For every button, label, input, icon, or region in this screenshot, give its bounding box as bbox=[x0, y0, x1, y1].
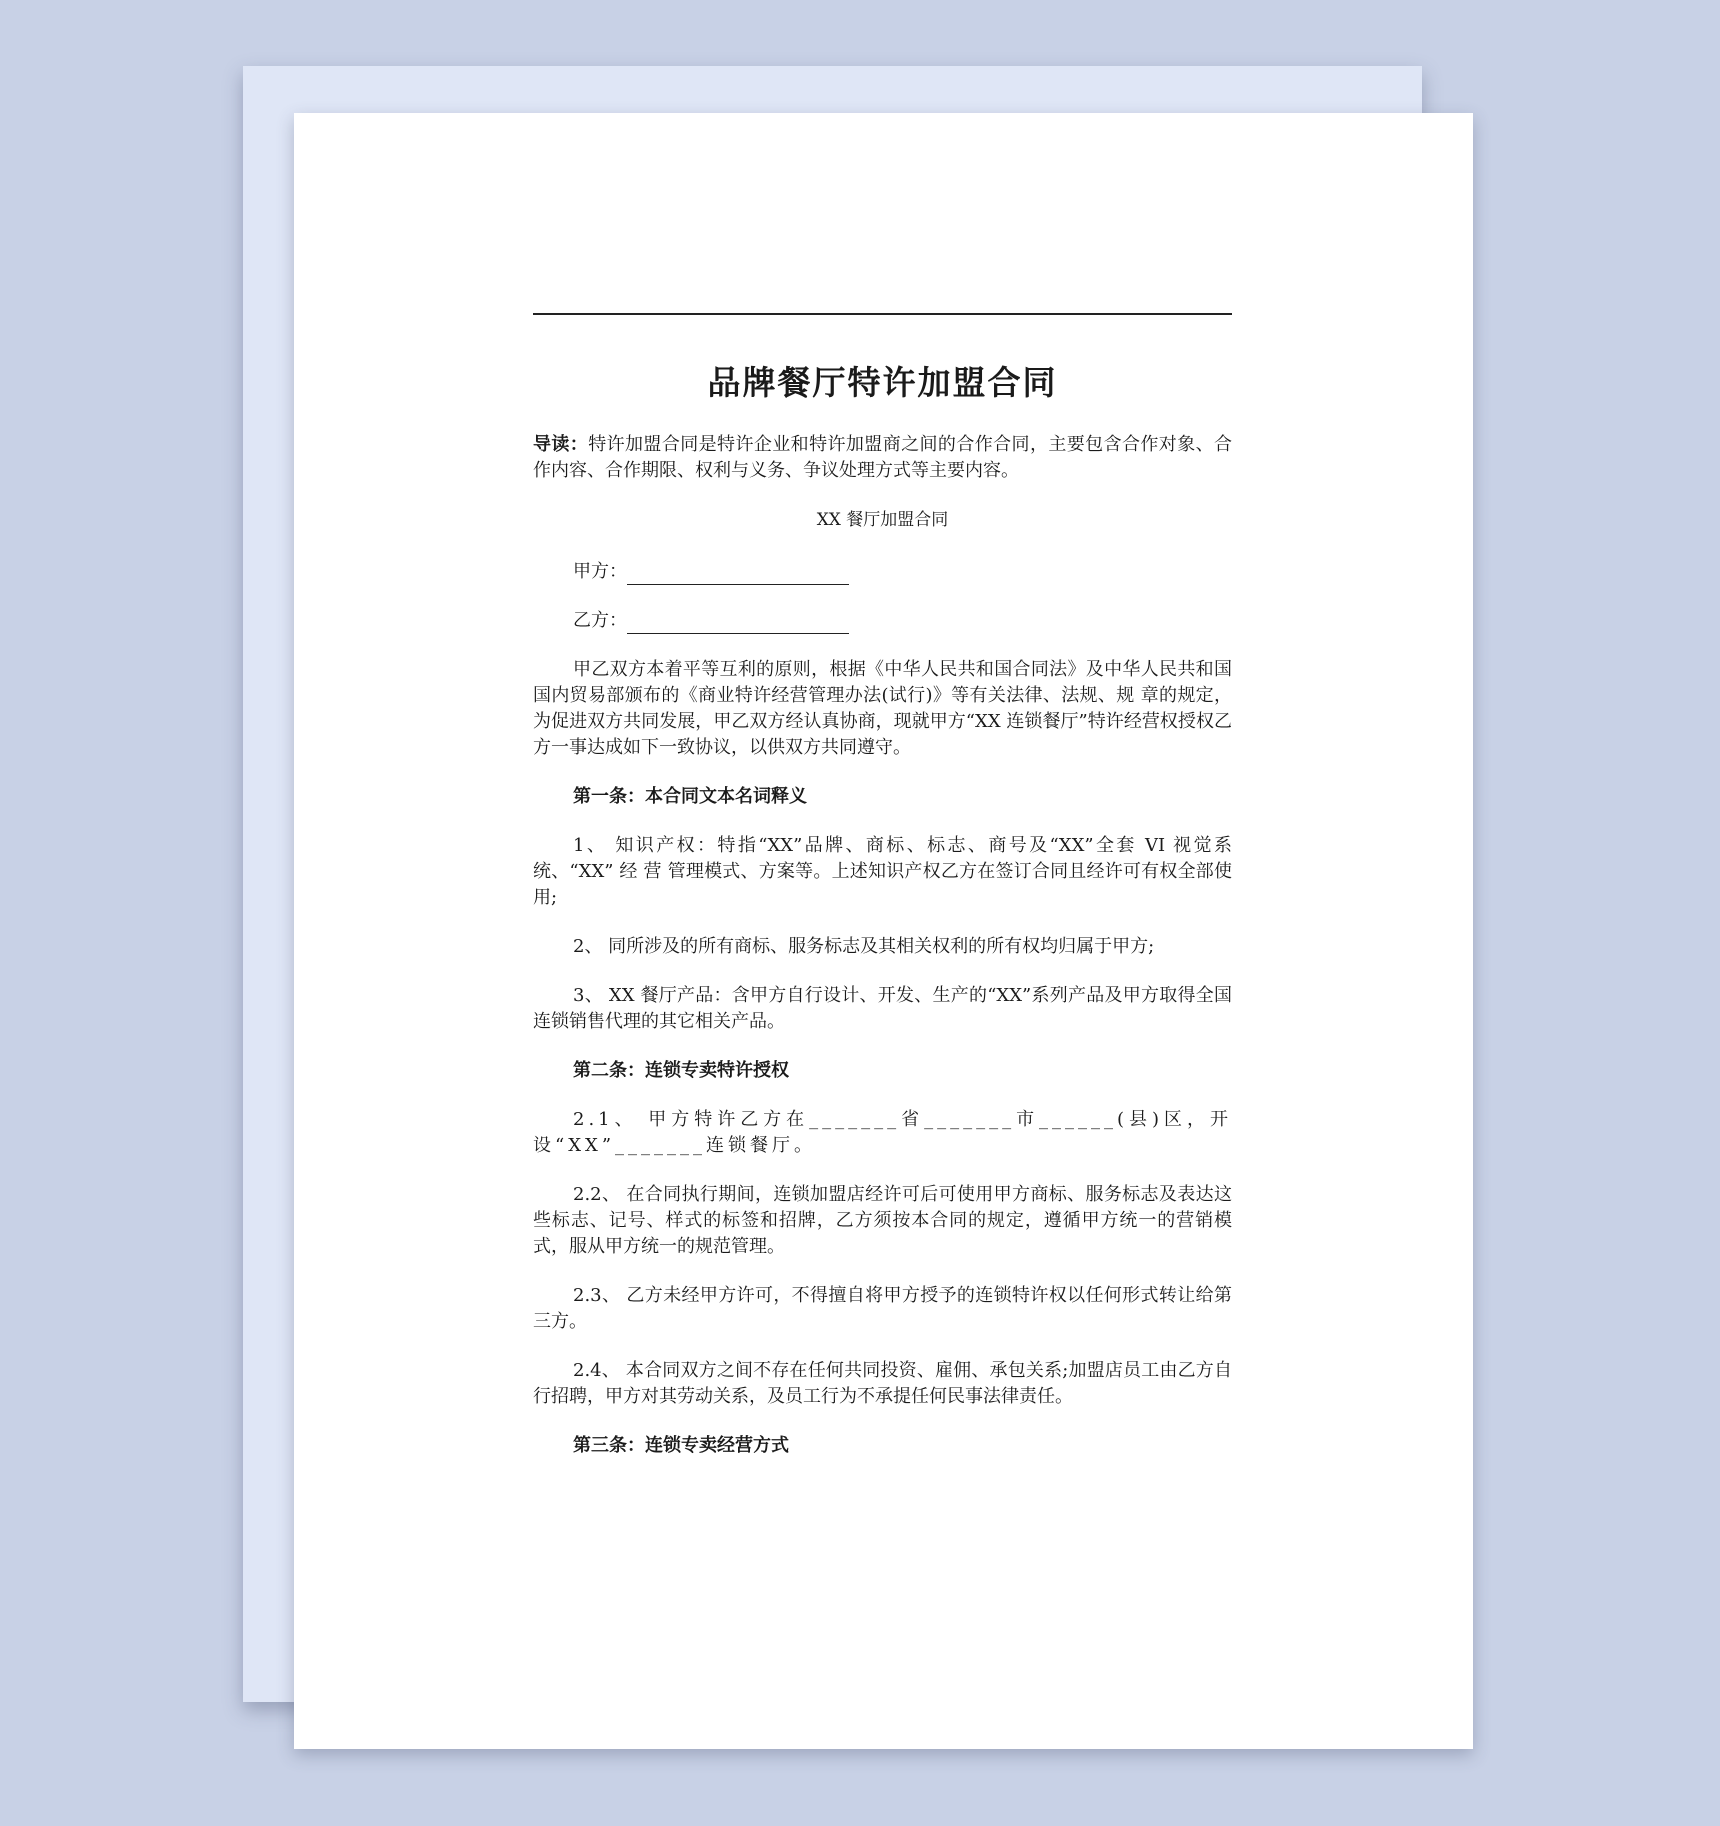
article-2-heading: 第二条：连锁专卖特许授权 bbox=[573, 1060, 789, 1081]
party-b-label: 乙方： bbox=[573, 610, 627, 631]
document-content bbox=[533, 313, 1232, 1482]
header-rule bbox=[533, 313, 1232, 315]
article-3-heading: 第三条：连锁专卖经营方式 bbox=[573, 1435, 789, 1456]
article-2-item-2: 2.2、 在合同执行期间，连锁加盟店经许可后可使用甲方商标、服务标志及表达这些标志、记号、样式的标签和招牌，乙方须按本合同的规定，遵循甲方统一的营销模式，服从甲方统一的规范管理。 bbox=[533, 1184, 1232, 1257]
article-1-heading: 第一条：本合同文本名词释义 bbox=[573, 786, 807, 807]
party-b-blank bbox=[627, 611, 849, 634]
party-a-line bbox=[533, 559, 1232, 585]
lead-text: 特许加盟合同是特许企业和特许加盟商之间的合作合同，主要包含合作对象、合作内容、合作期限、权利与义务、争议处理方式等主要内容。 bbox=[533, 434, 1232, 481]
preamble-paragraph: 甲乙双方本着平等互利的原则，根据《中华人民共和国合同法》及中华人民共和国国内贸易部颁布的《商业特许经营管理办法(试行)》等有关法律、法规、规 章的规定，为促进双方共同发展，甲乙双方经认真协商，现就甲方“XX 连锁餐厅”特许经营权授权乙方一事达成如下一致协议，以供双方共同遵守。 bbox=[533, 659, 1232, 758]
article-2-item-1: 2.1、 甲方特许乙方在_______省_______市______(县)区，开设“XX”_______连锁餐厅。 bbox=[533, 1109, 1232, 1156]
document-page bbox=[294, 113, 1473, 1749]
party-a-label: 甲方： bbox=[573, 561, 627, 582]
party-b-line bbox=[533, 608, 1232, 634]
article-2-item-3: 2.3、 乙方未经甲方许可，不得擅自将甲方授予的连锁特许权以任何形式转让给第三方。 bbox=[533, 1285, 1232, 1332]
article-2-item-4: 2.4、 本合同双方之间不存在任何共同投资、雇佣、承包关系;加盟店员工由乙方自行招聘，甲方对其劳动关系，及员工行为不承提任何民事法律责任。 bbox=[533, 1360, 1232, 1407]
lead-paragraph bbox=[533, 432, 1232, 484]
lead-label: 导读： bbox=[533, 434, 589, 455]
party-a-blank bbox=[627, 562, 849, 585]
article-1-item-2: 2、 同所涉及的所有商标、服务标志及其相关权利的所有权均归属于甲方; bbox=[573, 936, 1155, 957]
document-title: 品牌餐厅特许加盟合同 bbox=[707, 363, 1058, 402]
article-1-item-1: 1、 知识产权：特指“XX”品牌、商标、标志、商号及“XX”全套 VI 视觉系统、“XX” 经 营 管理模式、方案等。上述知识产权乙方在签订合同且经许可有权全部使用; bbox=[533, 835, 1232, 908]
article-1-item-3: 3、 XX 餐厅产品：含甲方自行设计、开发、生产的“XX”系列产品及甲方取得全国连锁销售代理的其它相关产品。 bbox=[533, 985, 1232, 1032]
contract-subtitle: XX 餐厅加盟合同 bbox=[816, 510, 949, 530]
